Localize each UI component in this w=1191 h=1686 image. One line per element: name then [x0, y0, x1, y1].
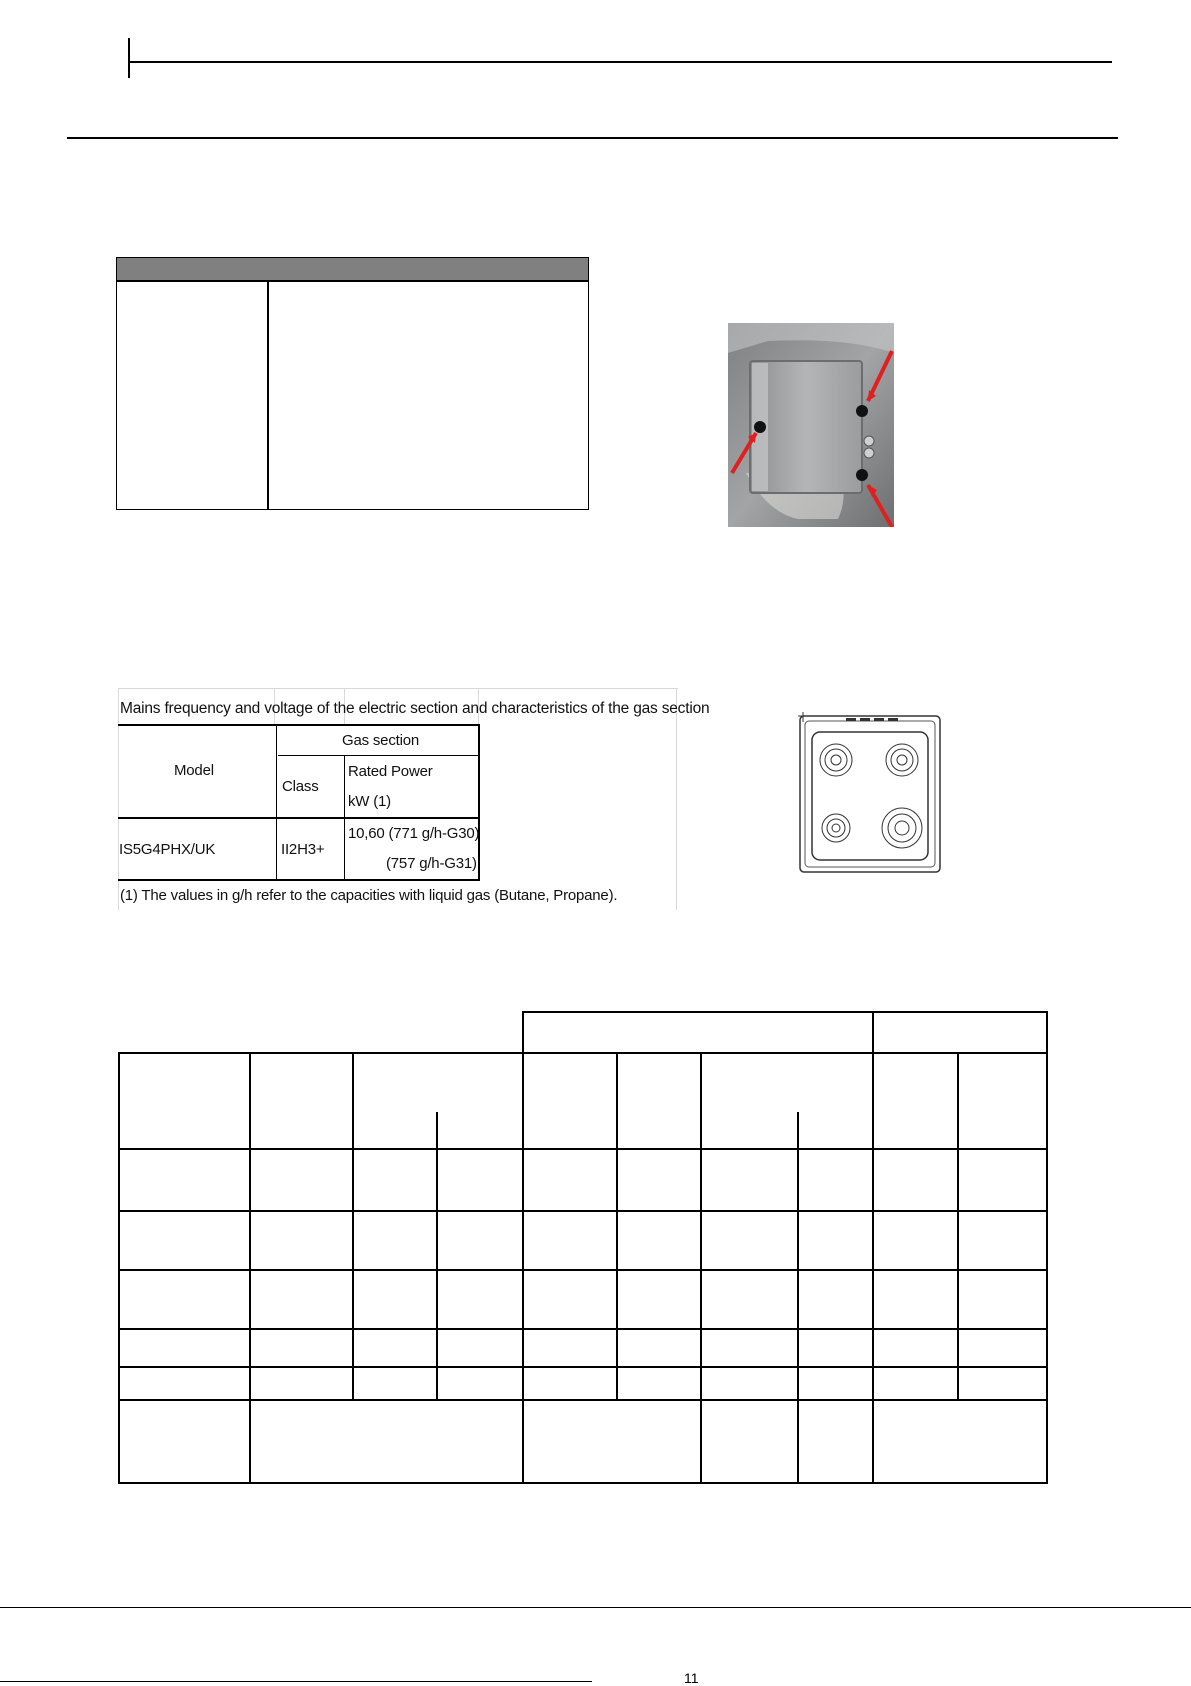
gas-table-caption: Mains frequency and voltage of the electric section and characteristics of the gas section — [120, 700, 710, 717]
grid-rule — [616, 1052, 618, 1400]
faint-divider — [676, 688, 677, 910]
grid-rule — [522, 1011, 524, 1054]
grid-rule — [118, 1210, 1048, 1212]
grid-rule — [118, 1052, 120, 1484]
footer-rule — [0, 1607, 1191, 1608]
header-model: Model — [174, 762, 214, 779]
connector-photo — [728, 323, 894, 527]
grid-rule — [118, 1148, 1048, 1150]
header-gas-section: Gas section — [342, 732, 420, 749]
hob-diagram — [798, 712, 942, 874]
grid-rule — [797, 1112, 799, 1484]
grid-rule — [118, 1052, 1048, 1054]
faint-rule-top — [118, 688, 678, 689]
grid-rule — [118, 1399, 1048, 1401]
grid-rule — [957, 1052, 959, 1400]
grid-rule — [522, 1011, 1048, 1013]
header-rated-power: Rated Power — [348, 763, 433, 780]
info-box-header — [117, 258, 588, 282]
table-rule — [344, 756, 345, 880]
grid-rule — [436, 1112, 438, 1400]
page-number: 11 — [684, 1670, 699, 1686]
grid-rule — [522, 1052, 524, 1484]
info-box-divider — [267, 282, 269, 509]
grid-rule — [872, 1011, 874, 1054]
row-model: IS5G4PHX/UK — [119, 841, 216, 858]
header-class: Class — [282, 778, 319, 795]
header-rated-power-unit: kW (1) — [348, 793, 391, 810]
footer-bottom-rule — [0, 1681, 592, 1682]
header-bottom-rule — [67, 137, 1118, 139]
faint-divider — [118, 688, 119, 910]
grid-rule — [118, 1366, 1048, 1368]
grid-rule — [352, 1052, 354, 1400]
table-rule — [118, 724, 480, 726]
info-box — [116, 257, 589, 510]
grid-rule — [1046, 1011, 1048, 1054]
grid-rule — [118, 1328, 1048, 1330]
gas-table-footnote: (1) The values in g/h refer to the capacities with liquid gas (Butane, Propane). — [120, 887, 618, 904]
row-power-lpg: (757 g/h-G31) — [386, 855, 477, 872]
table-rule — [118, 817, 480, 819]
table-rule — [276, 724, 277, 880]
row-power: 10,60 (771 g/h-G30) — [348, 825, 480, 842]
table-rule — [478, 724, 480, 880]
table-rule — [278, 755, 478, 756]
table-rule — [118, 879, 480, 881]
grid-rule — [700, 1052, 702, 1484]
header-vertical-rule — [128, 38, 130, 78]
gas-section-table — [118, 688, 710, 910]
grid-rule — [872, 1052, 874, 1484]
row-class: II2H3+ — [281, 841, 325, 858]
grid-rule — [118, 1482, 1048, 1484]
grid-rule — [118, 1269, 1048, 1271]
grid-rule — [1046, 1052, 1048, 1484]
grid-rule — [249, 1052, 251, 1484]
header-top-rule — [130, 61, 1112, 63]
